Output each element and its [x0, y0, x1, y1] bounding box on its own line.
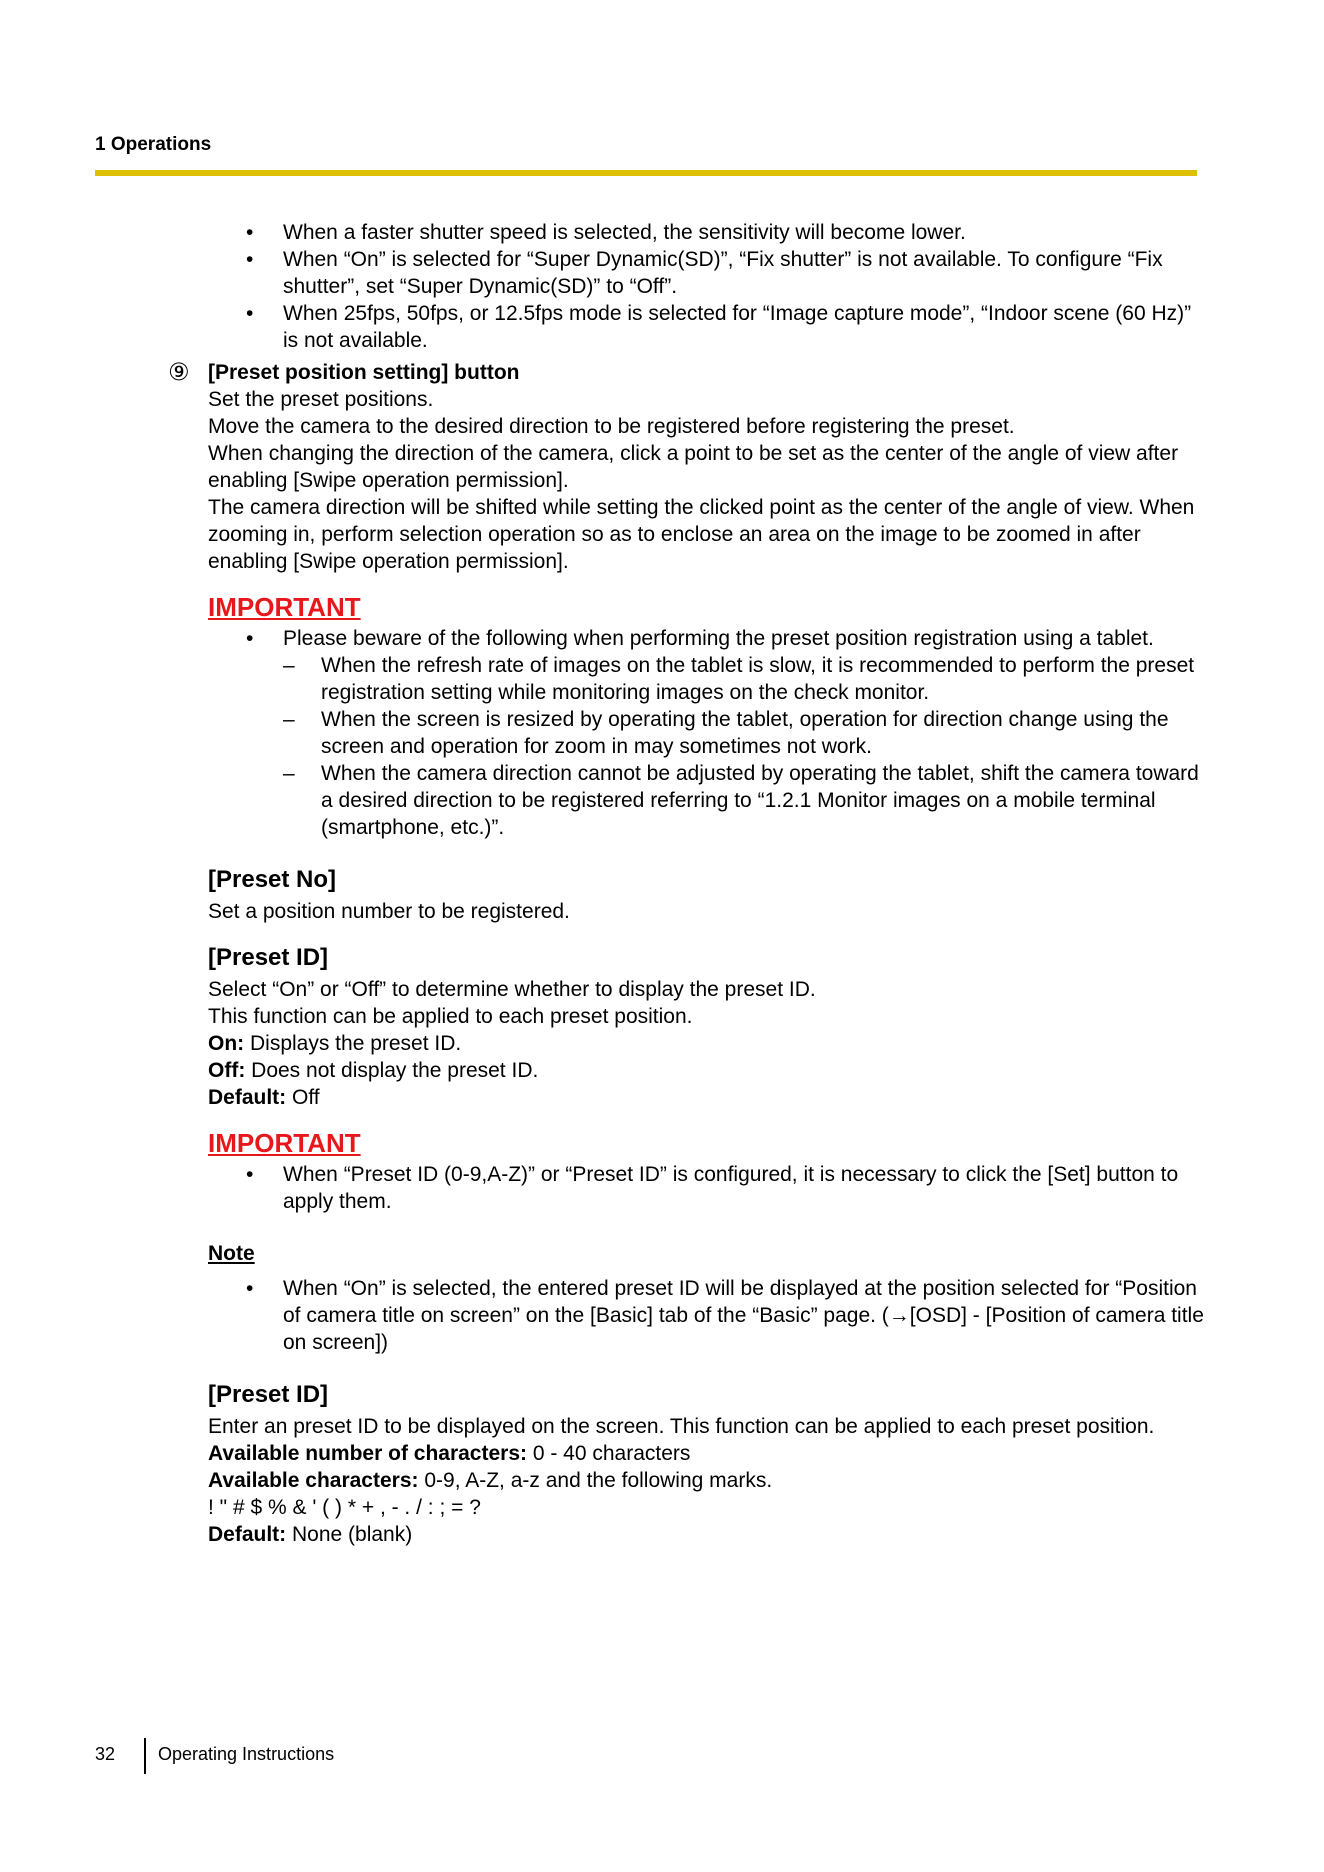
footer-divider — [144, 1738, 146, 1774]
list-item: • When a faster shutter speed is selected, the sensitivity will become lower. — [208, 219, 1208, 246]
preset-id-line: This function can be applied to each preset position. — [208, 1005, 693, 1028]
list-item: • When 25fps, 50fps, or 12.5fps mode is selected for “Image capture mode”, “Indoor scene (60 Hz)” is not available. — [208, 300, 1208, 354]
section-9-line: The camera direction will be shifted while setting the clicked point as the center of the angle of view. When zooming in, perform selection operation so as to enclose an area on the image to be zoomed in after enabling [Swipe operation permission]. — [208, 496, 1195, 573]
available-number-text: 0 - 40 characters — [527, 1442, 691, 1465]
list-item: • When “On” is selected for “Super Dynamic(SD)”, “Fix shutter” is not available. To configure “Fix shutter”, set “Super Dynamic(SD)” to “Off”. — [208, 246, 1208, 300]
available-characters-label: Available characters: — [208, 1469, 419, 1492]
dash-item: – When the screen is resized by operating the tablet, operation for direction change using the screen and operation for zoom in may sometimes not work. — [283, 706, 1208, 760]
available-marks: ! " # $ % & ' ( ) * + , - . / : ; = ? — [208, 1496, 481, 1519]
header-title: 1 Operations — [95, 134, 212, 155]
preset-id-entry-default-line — [208, 1521, 1208, 1548]
preset-id-default-line — [208, 1084, 1208, 1111]
note-label: Note — [208, 1242, 255, 1265]
available-number-line — [208, 1440, 1208, 1467]
important-label: IMPORTANT — [208, 592, 361, 622]
on-text: Displays the preset ID. — [244, 1032, 462, 1055]
preset-id-off-line — [208, 1057, 1208, 1084]
header-rule — [95, 170, 1197, 176]
list-item: • When “Preset ID (0-9,A-Z)” or “Preset ID” is configured, it is necessary to click the [Set] button to apply them. — [208, 1161, 1208, 1215]
footer-doc-title: Operating Instructions — [158, 1744, 335, 1764]
important-1-dash-list — [283, 652, 1208, 841]
important-1-bullet-text: Please beware of the following when performing the preset position registration using a tablet. — [283, 627, 1154, 650]
default-label: Default: — [208, 1523, 287, 1546]
preset-id-entry-text: Enter an preset ID to be displayed on the screen. This function can be applied to each preset position. — [208, 1415, 1155, 1438]
default-text: None (blank) — [286, 1523, 413, 1546]
available-number-label: Available number of characters: — [208, 1442, 527, 1465]
preset-id-entry-heading: [Preset ID] — [208, 1381, 329, 1408]
section-9-line: Move the camera to the desired direction to be registered before registering the preset. — [208, 415, 1015, 438]
off-text: Does not display the preset ID. — [245, 1059, 539, 1082]
dash-item: – When the camera direction cannot be adjusted by operating the tablet, shift the camera toward a desired direction to be registered referring to “1.2.1 Monitor images on a mobile terminal (smartphone, etc.)”. — [283, 760, 1208, 841]
dash-item: – When the refresh rate of images on the tablet is slow, it is recommended to perform the preset registration setting while monitoring images on the check monitor. — [283, 652, 1208, 706]
preset-id-line: Select “On” or “Off” to determine whether to display the preset ID. — [208, 978, 816, 1001]
circled-number-icon: ⑨ — [168, 359, 190, 386]
important-label: IMPORTANT — [208, 1128, 361, 1158]
default-label: Default: — [208, 1086, 287, 1109]
list-item: • When “On” is selected, the entered preset ID will be displayed at the position selected for “Position of camera title on screen” on the [Basic] tab of the “Basic” page. (→[OSD] - [Position of camera title on screen]) — [208, 1275, 1208, 1356]
preset-no-text: Set a position number to be registered. — [208, 900, 570, 923]
intro-bullet-list — [208, 219, 1208, 354]
preset-no-heading: [Preset No] — [208, 866, 337, 893]
important-2-list — [208, 1161, 1208, 1215]
available-characters-line — [208, 1467, 1208, 1494]
default-text: Off — [286, 1086, 320, 1109]
off-label: Off: — [208, 1059, 246, 1082]
section-9-title: [Preset position setting] button — [208, 361, 520, 384]
on-label: On: — [208, 1032, 245, 1055]
section-9-heading — [168, 359, 1208, 386]
section-9-line: When changing the direction of the camera, click a point to be set as the center of the angle of view after enabling [Swipe operation permission]. — [208, 442, 1179, 492]
preset-id-on-line — [208, 1030, 1208, 1057]
section-9-line: Set the preset positions. — [208, 388, 434, 411]
page-number: 32 — [95, 1744, 116, 1764]
list-item — [208, 625, 1208, 841]
important-1-list — [208, 625, 1208, 841]
page-content — [168, 219, 1208, 1548]
note-list — [208, 1275, 1208, 1356]
available-characters-text: 0-9, A-Z, a-z and the following marks. — [418, 1469, 773, 1492]
preset-id-heading: [Preset ID] — [208, 944, 329, 971]
